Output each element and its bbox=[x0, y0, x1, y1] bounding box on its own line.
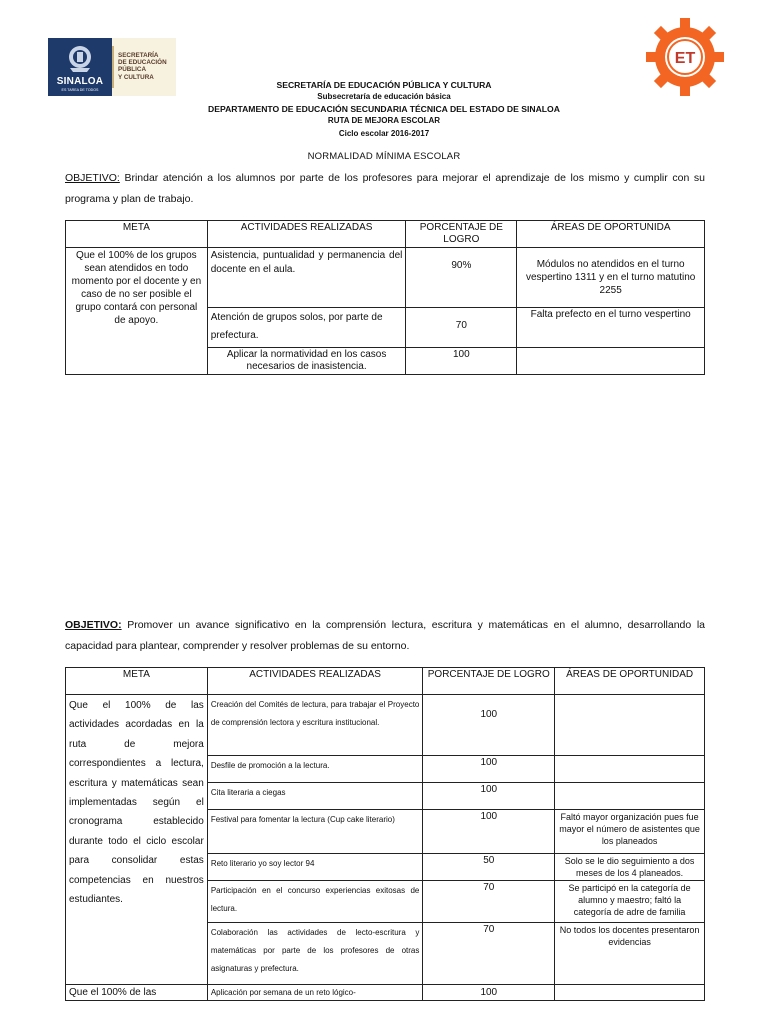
table-row bbox=[66, 695, 705, 756]
col-header-actividades: ACTIVIDADES REALIZADAS bbox=[207, 668, 423, 695]
objective-label: OBJETIVO: bbox=[65, 619, 122, 631]
header-line-5: Ciclo escolar 2016-2017 bbox=[338, 129, 430, 138]
meta-cell: Que el 100% de las bbox=[66, 985, 208, 1001]
col-header-areas: ÁREAS DE OPORTUNIDA bbox=[517, 221, 705, 248]
actividad-cell: Aplicar la normatividad en los casos necesarios de inasistencia. bbox=[207, 348, 406, 375]
col-header-meta: META bbox=[66, 221, 208, 248]
porcentaje-cell: 50 bbox=[423, 854, 555, 881]
areas-cell bbox=[517, 348, 705, 375]
actividad-cell: Asistencia, puntualidad y permanencia del docente en el aula. bbox=[207, 248, 406, 308]
areas-cell bbox=[555, 783, 705, 810]
table-header-row bbox=[66, 668, 705, 695]
porcentaje-cell: 100 bbox=[423, 985, 555, 1001]
table-row bbox=[66, 985, 705, 1001]
areas-cell: Se participó en la categoría de alumno y maestro; faltó la categoría de adre de familia bbox=[555, 881, 705, 923]
actividad-cell: Participación en el concurso experiencias exitosas de lectura. bbox=[207, 881, 423, 923]
areas-cell: Módulos no atendidos en el turno vespertino 1311 y en el turno matutino 2255 bbox=[517, 248, 705, 308]
porcentaje-cell: 70 bbox=[406, 308, 517, 348]
table-header-row bbox=[66, 221, 705, 248]
objective-text: Brindar atención a los alumnos por parte de los profesores para mejorar el aprendizaje de los mismo y cumplir con su programa y plan de trabajo. bbox=[65, 172, 705, 205]
actividad-cell: Atención de grupos solos, por parte de prefectura. bbox=[207, 308, 406, 348]
actividad-cell: Creación del Comités de lectura, para trabajar el Proyecto de comprensión lectora y escritura institucional. bbox=[207, 695, 423, 756]
actividad-cell: Festival para fomentar la lectura (Cup cake literario) bbox=[207, 810, 423, 854]
porcentaje-cell: 90% bbox=[406, 248, 517, 308]
objective-1 bbox=[65, 168, 705, 210]
areas-cell: No todos los docentes presentaron evidencias bbox=[555, 923, 705, 985]
col-header-meta: META bbox=[66, 668, 208, 695]
areas-cell: Solo se le dio seguimiento a dos meses de los 4 planeados. bbox=[555, 854, 705, 881]
table-row bbox=[66, 248, 705, 308]
actividad-cell: Reto literario yo soy lector 94 bbox=[207, 854, 423, 881]
secretaria-line: SECRETARÍA bbox=[118, 52, 159, 59]
objective-2 bbox=[65, 615, 705, 657]
col-header-areas: ÁREAS DE OPORTUNIDAD bbox=[555, 668, 705, 695]
porcentaje-cell: 70 bbox=[423, 923, 555, 985]
state-seal-icon bbox=[66, 44, 94, 74]
areas-cell bbox=[555, 985, 705, 1001]
logo-text: ET bbox=[674, 50, 696, 67]
header-line-4: RUTA DE MEJORA ESCOLAR bbox=[327, 116, 441, 125]
table-lectura bbox=[65, 667, 705, 1001]
brand-tagline: ES TAREA DE TODOS bbox=[61, 88, 99, 92]
porcentaje-cell: 70 bbox=[423, 881, 555, 923]
meta-cell: Que el 100% de las actividades acordadas en la ruta de mejora correspondientes a lectura, escritura y matemáticas sean implementadas según el cronograma establecido durante todo el ciclo escolar para consolidar estas competencias en nuestros estudiantes. bbox=[66, 695, 208, 985]
actividad-cell: Desfile de promoción a la lectura. bbox=[207, 756, 423, 783]
col-header-porcentaje: PORCENTAJE DE LOGRO bbox=[423, 668, 555, 695]
section-title: NORMALIDAD MÍNIMA ESCOLAR bbox=[307, 151, 461, 162]
areas-cell: Falta prefecto en el turno vespertino bbox=[517, 308, 705, 348]
porcentaje-cell: 100 bbox=[423, 695, 555, 756]
actividad-cell: Colaboración las actividades de lecto-escritura y matemáticas por parte de los profesores de otras asignaturas y prefectura. bbox=[207, 923, 423, 985]
table-normalidad bbox=[65, 220, 705, 375]
header-line-2: Subsecretaría de educación básica bbox=[317, 92, 451, 101]
secretaria-line: PÚBLICA bbox=[118, 66, 146, 74]
meta-cell: Que el 100% de los grupos sean atendidos en todo momento por el docente y en caso de no ser posible el grupo contará con personal de apoyo. bbox=[66, 248, 208, 375]
porcentaje-cell: 100 bbox=[423, 756, 555, 783]
objective-text: Promover un avance significativo en la comprensión lectura, escritura y matemáticas en el alumno, desarrollando la capacidad para plantear, comprender y resolver problemas de su entorno. bbox=[65, 619, 705, 652]
objective-label: OBJETIVO: bbox=[65, 172, 120, 184]
header-line-1: SECRETARÍA DE EDUCACIÓN PÚBLICA Y CULTURA bbox=[276, 80, 492, 90]
col-header-actividades: ACTIVIDADES REALIZADAS bbox=[207, 221, 406, 248]
areas-cell: Faltó mayor organización pues fue mayor el número de asistentes que los planeados bbox=[555, 810, 705, 854]
brand-name: SINALOA bbox=[56, 76, 104, 87]
porcentaje-cell: 100 bbox=[406, 348, 517, 375]
porcentaje-cell: 100 bbox=[423, 783, 555, 810]
areas-cell bbox=[555, 695, 705, 756]
actividad-cell: Cita literaria a ciegas bbox=[207, 783, 423, 810]
porcentaje-cell: 100 bbox=[423, 810, 555, 854]
col-header-porcentaje: PORCENTAJE DE LOGRO bbox=[406, 221, 517, 248]
header-line-3: DEPARTAMENTO DE EDUCACIÓN SECUNDARIA TÉCNICA DEL ESTADO DE SINALOA bbox=[208, 104, 560, 114]
secretaria-line: DE EDUCACIÓN bbox=[118, 59, 167, 67]
secretaria-line: Y CULTURA bbox=[118, 73, 154, 81]
areas-cell bbox=[555, 756, 705, 783]
actividad-cell: Aplicación por semana de un reto lógico- bbox=[207, 985, 423, 1001]
